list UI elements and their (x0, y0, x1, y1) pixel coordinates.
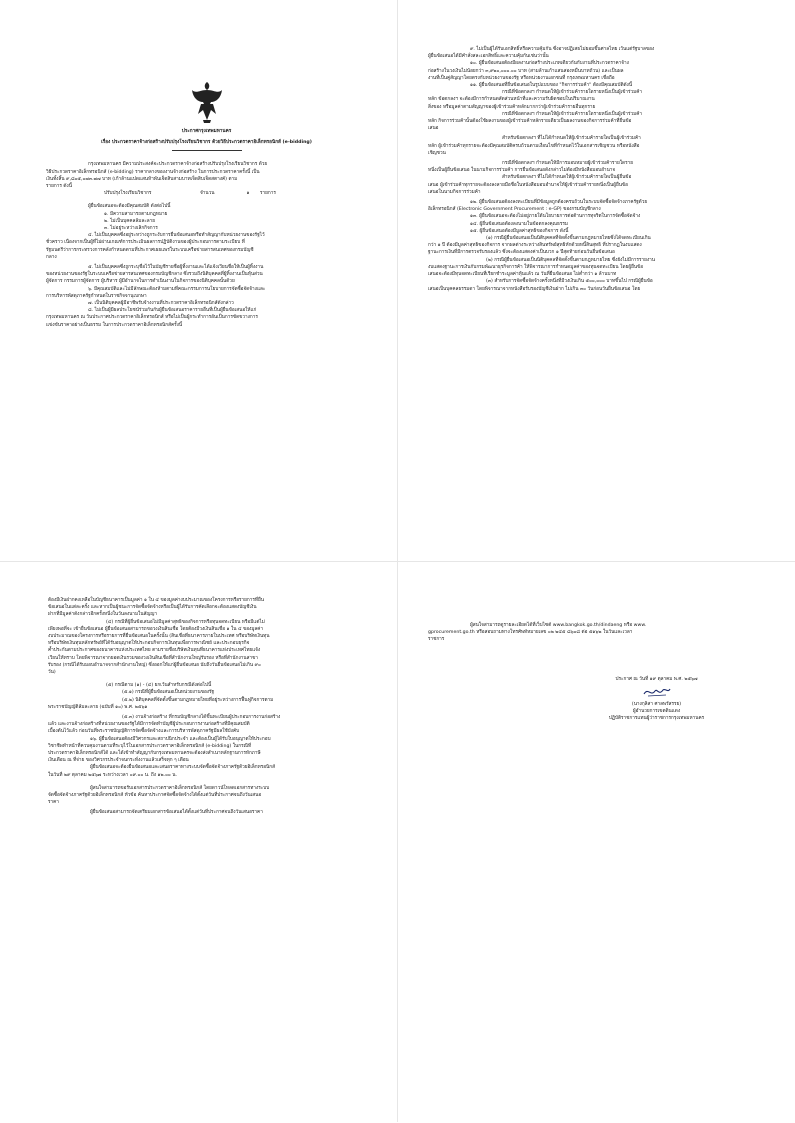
announcement-subject: เรื่อง ประกวดราคาจ้างก่อสร้างปรับปรุงโรงเรียนวิชากร ด้วยวิธีประกวดราคาอิเล็กทรอนิกส์ (e-bidding) (101, 140, 312, 146)
contact-line-2: gprocurement.go.th หรือสอบถามทางโทรศัพท์หมายเลข ๐๒ ๒๔๕ ๘๖๐๘ ต่อ ๕๑๖๒ ในวันและเวลา (428, 630, 633, 636)
qual-15-4-line-5: ค้ำประกันตามประกาศของธนาคารแห่งประเทศไทย ตามรายชื่อบริษัทเงินทุนที่ธนาคารแห่งประเทศไทยแจ้ง (48, 648, 261, 654)
inquiry-line: ผู้ยื่นข้อเสนอสามารถจัดเตรียมเอกสารข้อเสนอได้ตั้งแต่วันที่ประกาศจนถึงวันเสนอราคา (90, 810, 263, 816)
qual-15-2-line-2: งบแสดงฐานะการเงินกับกรมพัฒนาธุรกิจการค้า ให้พิจารณาการกำหนดมูลค่าของทุนจดทะเบียน โดยผู้ยื่นข้อ (428, 264, 644, 270)
cont-line-3: ฝากที่มีมูลค่าดังกล่าวอีกครั้งหนึ่งในวันลงนามในสัญญา (48, 612, 158, 618)
qual-12-line-1: ๑๒. ผู้ยื่นข้อเสนอต้องลงทะเบียนที่มีข้อมูลถูกต้องครบถ้วนในระบบจัดซื้อจัดจ้างภาครัฐด้วย (470, 200, 648, 206)
qual-15-5-2-line-2: พระราชบัญญัติล้มละลาย (ฉบับที่ ๑๐) พ.ศ. ๒๕๖๑ (48, 704, 148, 710)
deadline-line-1: ผู้ยื่นข้อเสนอจะต้องยื่นข้อเสนอและเสนอราคาทางระบบจัดซื้อจัดจ้างภาครัฐด้วยอิเล็กทรอนิกส์ (90, 765, 275, 771)
qual-7: ๗. เป็นนิติบุคคลผู้มีอาชีพรับจ้างงานที่ประกวดราคาอิเล็กทรอนิกส์ดังกล่าว (88, 301, 234, 307)
qual-13: ๑๓. ผู้ยื่นข้อเสนอจะต้องไม่อยู่ภายใต้นโยบายการต่อต้านการทุจริตในการจัดซื้อจัดจ้าง (470, 214, 641, 220)
jv-1-line-3: สิ่งของ หรือมูลค่าตามสัญญาของผู้เข้าร่วมค้าหลักมากกว่าผู้เข้าร่วมค้ารายอื่นทุกราย (428, 104, 596, 110)
jv-3-line-1: สำหรับข้อตกลงฯ ที่ไม่ได้กำหนดให้ผู้เข้าร่วมค้ารายใดเป็นผู้เข้าร่วมค้า (502, 136, 641, 142)
contact-line-3: ราชการ (428, 637, 445, 643)
qual-4-line-2: ชั่วคราว เนื่องจากเป็นผู้ที่ไม่ผ่านเกณฑ์การประเมินผลการปฏิบัติงานของผู้ประกอบการตามระเบียบ ที่ (46, 240, 245, 246)
qual-15-1-line-1: (๑) กรณีผู้ยื่นข้อเสนอเป็นนิติบุคคลที่จัดตั้งขึ้นตามกฎหมายไทยซึ่งได้จดทะเบียนเกิน (486, 236, 651, 242)
qual-15-4-line-8: วัน) (48, 670, 56, 676)
item-qty-label: จำนวน (200, 191, 215, 197)
jv-3-line-3: เชิญชวน (428, 150, 446, 156)
jv-4-line-1: กรณีที่ข้อตกลงฯ กำหนดให้มีการมอบหมายผู้เข้าร่วมค้ารายใดราย (502, 161, 634, 167)
qual-4-line-3: รัฐมนตรีว่าการกระทรวงการคลังกำหนดตามที่ประกาศเผยแพร่ในระบบเครือข่ายสารสนเทศของกรมบัญชี (46, 247, 254, 253)
jv-1-line-2: หลัก ข้อตกลงฯ จะต้องมีการกำหนดสัดส่วนหน้าที่และความรับผิดชอบในปริมาณงาน (428, 97, 595, 103)
jv-4-line-2: หนึ่งเป็นผู้ยื่นข้อเสนอ ในนามกิจการร่วมค้า การยื่นข้อเสนอดังกล่าวไม่ต้องมีหนังสือมอบอำนาจ (428, 168, 616, 174)
document-page-4 (398, 562, 795, 1123)
qual-5-line-1: ๕. ไม่เป็นบุคคลซึ่งถูกระบุชื่อไว้ในบัญชีรายชื่อผู้ทิ้งงานและได้แจ้งเวียนชื่อให้เป็นผู้ทิ้งงาน (88, 265, 264, 271)
qual-10-line-3: งานที่เป็นคู่สัญญาโดยตรงกับหน่วยงานของรัฐ หรือหน่วยงานเอกชนที่ กรุงเทพมหานคร เชื่อถือ (428, 75, 615, 81)
qual-16-line-3: ประกวดราคาอิเล็กทรอนิกส์ได้ และได้เข้าทำสัญญากับกรุงเทพมหานครจะต้องส่งสำเนาหลักฐานการหักภาษี (48, 751, 261, 757)
jv-2-line-1: กรณีที่ข้อตกลงฯ กำหนดให้ผู้เข้าร่วมค้ารายใดรายหนึ่งเป็นผู้เข้าร่วมค้า (502, 111, 643, 117)
garuda-emblem-icon (190, 80, 224, 124)
qual-8-line-1: ๘. ไม่เป็นผู้มีผลประโยชน์ร่วมกันกับผู้ยื่นข้อเสนอราคารายอื่นที่เป็นผู้ยื่นข้อเสนอให้แก่ (88, 308, 257, 314)
qual-4-line-1: ๔. ไม่เป็นบุคคลซึ่งอยู่ระหว่างถูกระงับการยื่นข้อเสนอหรือทำสัญญากับหน่วยงานของรัฐไว้ (88, 233, 265, 239)
qual-15-4-line-1: (๔) กรณีที่ผู้ยื่นข้อเสนอไม่มีมูลค่าสุทธิของกิจการหรือทุนจดทะเบียน หรือมีแต่ไม่ (106, 619, 265, 625)
signature-block (548, 676, 765, 723)
qual-15-4-line-3: งบประมาณของโครงการหรือรายการที่ยื่นข้อเสนอในครั้งนั้น (สินเชื่อที่ธนาคารภายในประเทศ หรือบริษัทเงินทุน (48, 634, 270, 640)
qual-15-4-line-7: รับรอง (กรณีได้รับมอบอำนาจจากสำนักงานใหญ่) ซึ่งออกให้แก่ผู้ยื่นข้อเสนอ นับถึงวันยื่นข้อเสนอไม่เกิน ๙๐ (48, 662, 261, 668)
qual-9-line-1: ๙. ไม่เป็นผู้ได้รับเอกสิทธิ์หรือความคุ้มกัน ซึ่งอาจปฏิเสธไม่ยอมขึ้นศาลไทย เว้นแต่รัฐบาลของ (470, 47, 655, 52)
item-row (46, 190, 367, 197)
qual-8-line-2: กรุงเทพมหานคร ณ วันประกาศประกวดราคาอิเล็กทรอนิกส์ หรือไม่เป็นผู้กระทำการอันเป็นการขัดขวางการ (46, 315, 258, 321)
qual-8-line-3: แข่งขันราคาอย่างเป็นธรรม ในการประกวดราคาอิเล็กทรอนิกส์ครั้งนี้ (46, 322, 183, 328)
jv-5-line-1: สำหรับข้อตกลงฯ ที่ไม่ได้กำหนดให้ผู้เข้าร่วมค้ารายใดเป็นผู้ยื่นข้อ (502, 175, 632, 181)
qual-10-line-1: ๑๐. ผู้ยื่นข้อเสนอต้องมีผลงานก่อสร้างประเภทเดียวกันกับงานที่ประกวดราคาจ้าง (470, 61, 629, 67)
qual-11: ๑๑. ผู้ยื่นข้อเสนอที่ยื่นข้อเสนอในรูปแบบของ "กิจการร่วมค้า" ต้องมีคุณสมบัติดังนี้ (470, 83, 633, 89)
announce-date: ประกาศ ณ วันที่ ๑๙ ตุลาคม พ.ศ. ๒๕๖๗ (615, 676, 698, 682)
document-page-3 (0, 562, 397, 1123)
cont-line-1: ต้องมีเงินฝากคงเหลือในบัญชีธนาคารเป็นมูลค่า ๑ ใน ๔ ของมูลค่างบประมาณของโครงการหรือรายการที่ยื่น (48, 598, 264, 603)
signer-title-1: ผู้อำนวยการเขตดินแดง (632, 709, 681, 715)
document-page-2 (398, 0, 795, 561)
title-rule (172, 150, 242, 151)
signer-title-2: ปฏิบัติราชการแทนผู้ว่าราชการกรุงเทพมหานคร (608, 716, 705, 722)
deadline-line-2: ในวันที่ ๒๙ ตุลาคม ๒๕๖๗ ระหว่างเวลา ๐๙.๐๐ น. ถึง ๑๒.๐๐ น. (48, 772, 177, 778)
jv-3-line-2: หลัก ผู้เข้าร่วมค้าทุกรายจะต้องมีคุณสมบัติครบถ้วนตามเงื่อนไขที่กำหนดไว้ในเอกสารเชิญชวน หรือหนังสือ (428, 143, 640, 149)
qual-14: ๑๔. ผู้ยื่นข้อเสนอต้องลงนามในข้อตกลงคุณธรรม (470, 221, 568, 227)
qual-15-5-3-line-2: แล้ว และงานจ้างก่อสร้างที่หน่วยงานของรัฐได้มีการจัดทำบัญชีผู้ประกอบการงานก่อสร้างที่มีคุณสมบัติ (48, 722, 250, 728)
intro-line-1: กรุงเทพมหานคร มีความประสงค์จะประกวดราคาจ้างก่อสร้างปรับปรุงโรงเรียนวิชากร ด้วย (88, 162, 268, 168)
jv-5-line-2: เสนอ ผู้เข้าร่วมค้าทุกรายจะต้องลงลายมือชื่อในหนังสือมอบอำนาจให้ผู้เข้าร่วมค้ารายหนึ่งเป็นผู้ยื่นข้อ (428, 182, 628, 188)
item-name: ปรับปรุงโรงเรียนวิชากร (104, 191, 152, 197)
qual-2: ๒. ไม่เป็นบุคคลล้มละลาย (104, 218, 156, 224)
qual-15-3-line-2: เสนอเป็นบุคคลธรรมดา โดยพิจารณาจากหนังสือรับรองบัญชีเงินฝาก ไม่เกิน ๓๐ วันก่อนวันยื่นข้อเสนอ โดย (428, 286, 641, 292)
contact-line-1: ผู้สนใจสามารถดูรายละเอียดได้ที่เว็บไซต์ www.bangkok.go.th/dindaeng หรือ www. (470, 623, 647, 628)
qual-1: ๑. มีความสามารถตามกฎหมาย (104, 211, 168, 217)
qual-5-line-3: ผู้จัดการ กรรมการผู้จัดการ ผู้บริหาร ผู้มีอำนาจในการดำเนินงานในกิจการของนิติบุคคลนั้นด้วย (46, 279, 235, 285)
qual-15-5: (๕) กรณีตาม (๑) - (๔) ยกเว้นสำหรับกรณีดังต่อไปนี้ (106, 683, 212, 689)
signer-name: (นางกุลิสา ศาลพรัสรรย) (631, 701, 682, 707)
qual-6-line-2: การบริหารพัสดุภาครัฐกำหนดในราชกิจจานุเบกษา (46, 293, 147, 299)
qual-15: ๑๕. ผู้ยื่นข้อเสนอต้องมีมูลค่าสุทธิของกิจการ ดังนี้ (470, 228, 569, 234)
document-page-1 (0, 0, 397, 561)
jv-2-line-2: หลัก กิจการร่วมค้านั้นต้องใช้ผลงานของผู้เข้าร่วมค้าหลักรายเดียวเป็นผลงานของกิจการร่วมค้าที่ยื่นข้อ (428, 119, 632, 125)
docs-line-1: ผู้สนใจสามารถขอรับเอกสารประกวดราคาอิเล็กทรอนิกส์ โดยดาวน์โหลดเอกสารทางระบบ (90, 785, 270, 791)
qual-16-line-2: วิชาชีพทำหน้าที่ควบคุมงานตามที่ระบุไว้ในเอกสารประกวดราคาอิเล็กทรอนิกส์ (e-bidding) ในกรณีที่ (48, 743, 252, 749)
cont-line-2: ข้อเสนอในแต่ละครั้ง และหากเป็นผู้ชนะการจัดซื้อจัดจ้างหรือเป็นผู้ได้รับการคัดเลือกจะต้องแสดงบัญชีเงิน (48, 605, 257, 611)
qual-10-line-2: ก่อสร้างในวงเงินไม่น้อยกว่า ๓,๙๒๐,๐๐๐.๐๐ บาท (สามล้านเก้าแสนสองหมื่นบาทถ้วน) และเป็นผล (428, 68, 624, 74)
qual-15-5-3-line-1: (๕.๓) งานจ้างก่อสร้าง ที่กรมบัญชีกลางได้ขึ้นทะเบียนผู้ประกอบการงานก่อสร้าง (122, 715, 281, 721)
qual-15-1-line-2: กว่า ๑ ปี ต้องมีมูลค่าสุทธิของกิจการ จากผลต่างระหว่างสินทรัพย์สุทธิหักด้วยหนี้สินสุทธิ ที่ปรากฏในงบแสดง (428, 243, 642, 249)
intro-line-4: รายการ ดังนี้ (46, 184, 72, 190)
intro-line-2: วิธีประกวดราคาอิเล็กทรอนิกส์ (e-bidding) ราคากลางของงานจ้างก่อสร้าง ในการประกวดราคาครั้งนี้ เป็น (46, 169, 260, 175)
jv-2-line-3: เสนอ (428, 126, 439, 132)
qual-15-4-line-2: เพียงพอที่จะ เข้ายื่นข้อเสนอ ผู้ยื่นข้อเสนอสามารถขอวงเงินสินเชื่อ โดยต้องมีวงเงินสินเชื่อ ๑ ใน ๔ ของมูลค่า (48, 626, 264, 632)
org-title: ประกาศกรุงเทพมหานคร (181, 129, 232, 134)
qual-15-4-line-6: เวียนให้ทราบ โดยพิจารณาจากยอดเงินรวมของวงเงินสินเชื่อที่สำนักงานใหญ่รับรอง หรือที่สำนักงานสาขา (48, 655, 258, 661)
qual-15-2-line-1: (๒) กรณีผู้ยื่นข้อเสนอเป็นนิติบุคคลที่จัดตั้งขึ้นตามกฎหมายไทย ซึ่งยังไม่มีการรายงาน (486, 257, 655, 263)
jv-5-line-3: เสนอในนามกิจการร่วมค้า (428, 189, 481, 195)
qual-15-1-line-3: ฐานะการเงินที่มีการตรวจรับรองแล้ว ซึ่งจะต้องแสดงค่าเป็นบวก ๑ ปีสุดท้ายก่อนวันยื่นข้อเสนอ (428, 250, 615, 256)
qual-15-4-line-4: หรือบริษัทเงินทุนหลักทรัพย์ที่ได้รับอนุญาตให้ประกอบกิจการเงินทุนเพื่อการพาณิชย์ และประกอบธุรกิจ (48, 641, 250, 647)
item-qty: ๑ (246, 191, 250, 197)
qual-6-line-1: ๖. มีคุณสมบัติและไม่มีลักษณะต้องห้ามตามที่คณะกรรมการนโยบายการจัดซื้อจัดจ้างและ (88, 286, 266, 292)
intro-line-3: เงินทั้งสิ้น ๙,๘๐๕,๐๗๓.๗๗ บาท (เก้าล้านแปดแสนห้าพันเจ็ดสิบสามบาทเจ็ดสิบเจ็ดสตางค์) ตาม (46, 176, 238, 182)
qual-9-line-2: ผู้ยื่นข้อเสนอได้มีคำสั่งสละเอกสิทธิ์และความคุ้มกันเช่นว่านั้น (428, 54, 549, 60)
item-unit: รายการ (260, 191, 276, 197)
qual-12-line-2: อิเล็กทรอนิกส์ (Electronic Government Procurement : e-GP) ของกรมบัญชีกลาง (428, 207, 601, 213)
qual-15-5-2-line-1: (๕.๒) นิติบุคคลที่จัดตั้งขึ้นตามกฎหมายไทยที่อยู่ระหว่างการฟื้นฟูกิจการตาม (122, 697, 274, 703)
qual-15-2-line-3: เสนอจะต้องมีทุนจดทะเบียนที่เรียกชำระมูลค่าหุ้นแล้ว ณ วันที่ยื่นข้อเสนอ ไม่ต่ำกว่า ๑ ล้านบาท (428, 272, 617, 278)
qual-5-line-2: ของหน่วยงานของรัฐในระบบเครือข่ายสารสนเทศของกรมบัญชีกลาง ซึ่งรวมถึงนิติบุคคลที่ผู้ทิ้งงานเป็นหุ้นส่วน (46, 272, 263, 278)
qual-3: ๓. ไม่อยู่ระหว่างเลิกกิจการ (104, 226, 158, 232)
qual-15-5-3-line-3: เบื้องต้นไว้แล้ว ก่อนวันที่พระราชบัญญัติการจัดซื้อจัดจ้างและการบริหารพัสดุภาครัฐมีผลใช้บังคับ (48, 729, 240, 735)
docs-line-3: ราคา (48, 800, 59, 806)
signature-scribble (642, 685, 672, 699)
qual-15-3-line-1: (๓) สำหรับการจัดซื้อจัดจ้างครั้งหนึ่งที่มีวงเงินเกิน ๕๐๐,๐๐๐ บาทขึ้นไป กรณีผู้ยื่นข้อ (486, 279, 653, 285)
qual-4-line-4: กลาง (46, 254, 57, 260)
qual-16-line-4: เงินเดือน ณ ที่จ่าย ของวิศวกรประจำจนกระทั่งงานแล้วเสร็จทุก ๆ เดือน (48, 758, 189, 764)
docs-line-2: จัดซื้อจัดจ้างภาครัฐด้วยอิเล็กทรอนิกส์ หัวข้อ ค้นหาประกาศจัดซื้อจัดจ้างได้ตั้งแต่วันที่ประกาศจนถึงวันเสนอ (48, 793, 262, 799)
qual-15-5-1: (๕.๑) กรณีที่ผู้ยื่นข้อเสนอเป็นหน่วยงานของรัฐ (122, 690, 215, 696)
qual-16-line-1: ๑๖. ผู้ยื่นข้อเสนอต้องมีวิศวกรและสถาปนิกประจำ และต้องเป็นผู้ได้รับใบอนุญาตให้ประกอบ (90, 736, 271, 742)
jv-1-line-1: กรณีที่ข้อตกลงฯ กำหนดให้ผู้เข้าร่วมค้ารายใดรายหนึ่งเป็นผู้เข้าร่วมค้า (502, 90, 643, 96)
qual-heading: ผู้ยื่นข้อเสนอจะต้องมีคุณสมบัติ ดังต่อไปนี้ (88, 204, 171, 210)
